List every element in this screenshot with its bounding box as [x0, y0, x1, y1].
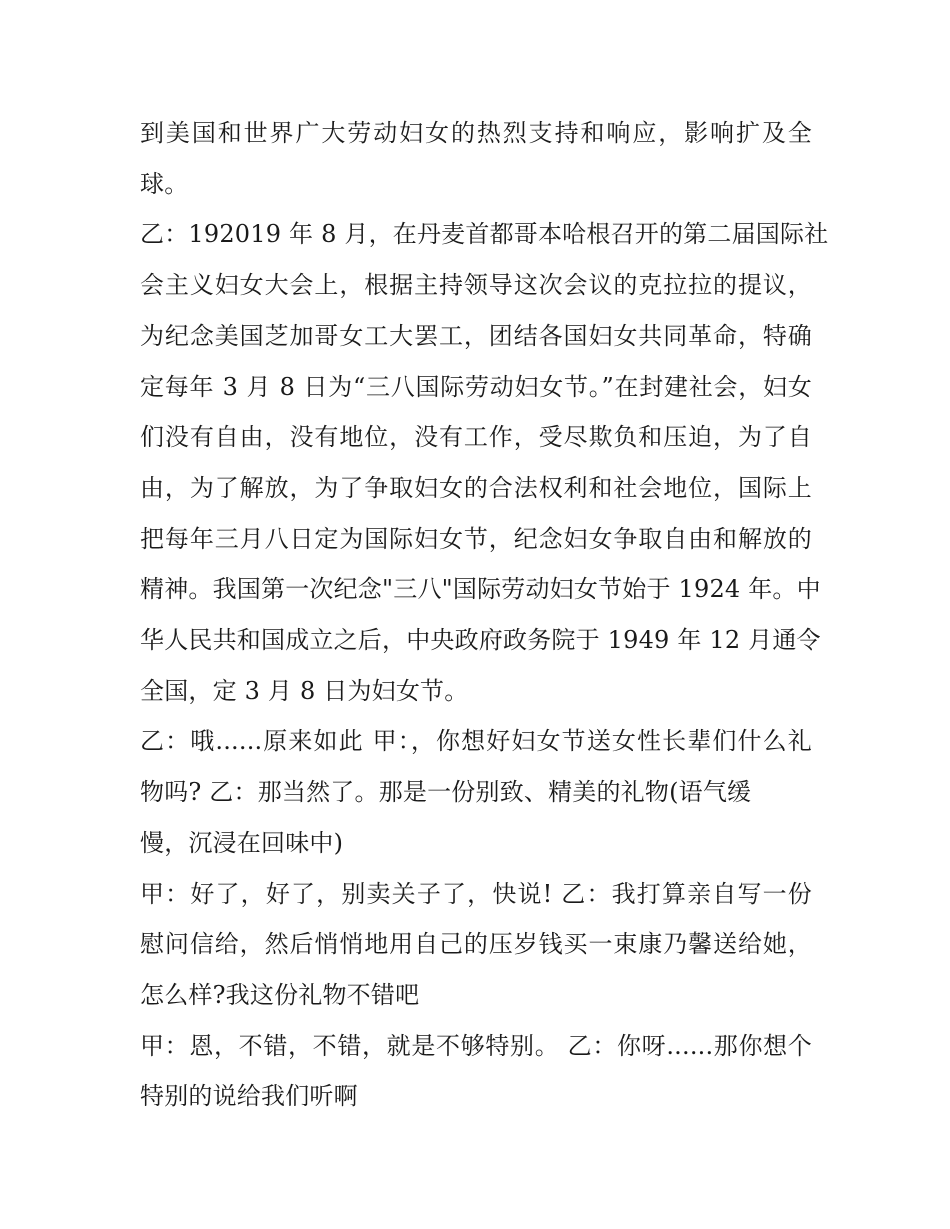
text-line: 球。: [140, 169, 189, 198]
text-line: 定每年 3 月 8 日为“三八国际劳动妇女节。”在封建社会，妇女: [140, 372, 812, 401]
text-line: 慢，沉浸在回味中): [140, 828, 344, 857]
text-line: 乙：192019 年 8 月，在丹麦首都哥本哈根召开的第二届国际社: [140, 220, 829, 249]
paragraph-2: [140, 209, 829, 716]
text-line: 特别的说给我们听啊: [140, 1082, 358, 1111]
text-line: 怎么样?我这份礼物不错吧: [140, 980, 420, 1009]
text-line: 为纪念美国芝加哥女工大罢工，团结各国妇女共同革命，特确: [140, 321, 812, 350]
text-line: 到美国和世界广大劳动妇女的热烈支持和响应，影响扩及全: [140, 119, 812, 147]
paragraph-1: [140, 108, 812, 209]
text-line: 会主义妇女大会上，根据主持领导这次会议的克拉拉的提议，: [140, 271, 812, 300]
text-line: 乙：哦......原来如此 甲：，你想好妇女节送女性长辈们什么礼: [140, 727, 812, 756]
paragraph-5: [140, 1021, 812, 1122]
text-line: 由，为了解放，为了争取妇女的合法权利和社会地位，国际上: [140, 473, 812, 502]
text-line: 甲：恩，不错，不错，就是不够特别。 乙：你呀......那你想个: [140, 1031, 812, 1060]
text-line: 慰问信给，然后悄悄地用自己的压岁钱买一束康乃馨送给她，: [140, 930, 812, 959]
text-line: 精神。我国第一次纪念"三八"国际劳动妇女节始于 1924 年。中: [140, 575, 821, 604]
document-body: [140, 108, 829, 1122]
paragraph-3: [140, 716, 812, 868]
text-line: 华人民共和国成立之后，中央政府政务院于 1949 年 12 月通令: [140, 626, 821, 655]
text-line: 全国，定 3 月 8 日为妇女节。: [140, 676, 469, 705]
text-line: 物吗? 乙：那当然了。那是一份别致、精美的礼物(语气缓: [140, 778, 752, 807]
text-line: 把每年三月八日定为国际妇女节，纪念妇女争取自由和解放的: [140, 524, 812, 553]
text-line: 们没有自由，没有地位，没有工作，受尽欺负和压迫，为了自: [140, 423, 812, 452]
paragraph-4: [140, 869, 812, 1021]
text-line: 甲：好了，好了，别卖关子了，快说! 乙：我打算亲自写一份: [140, 879, 812, 908]
